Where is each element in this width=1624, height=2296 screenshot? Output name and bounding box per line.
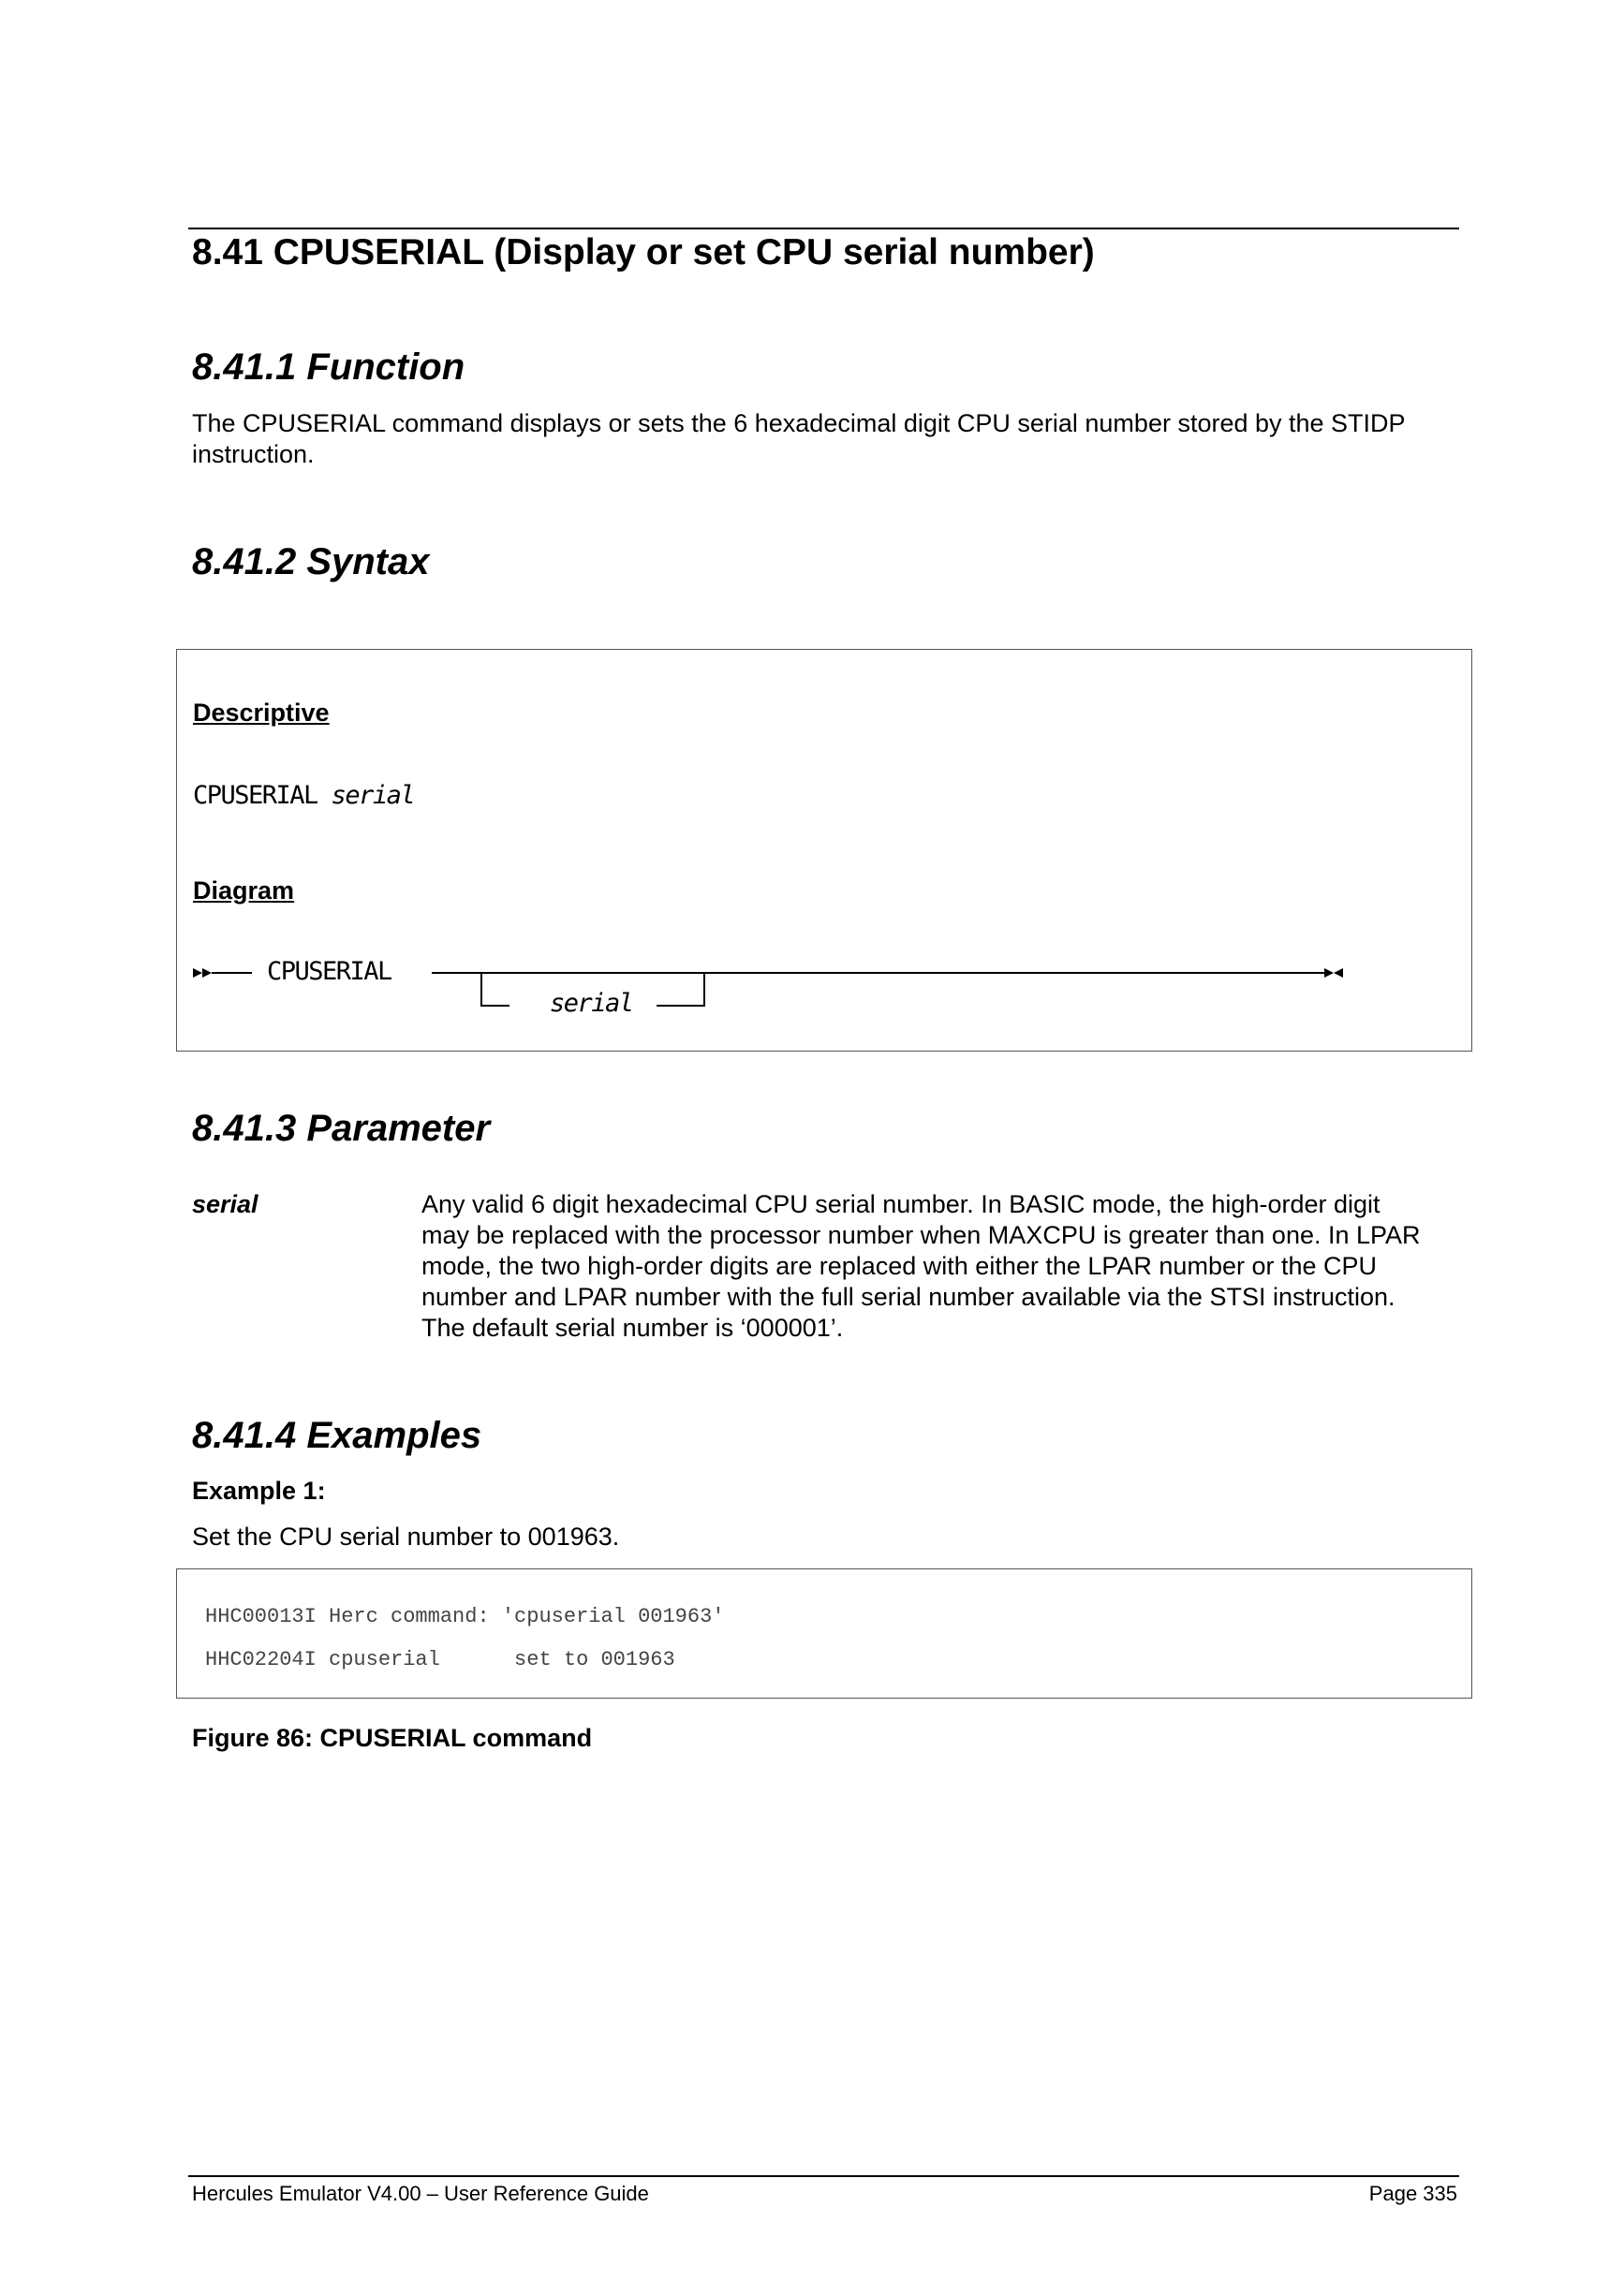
descriptive-syntax	[193, 781, 414, 810]
parameter-heading: 8.41.3 Parameter	[192, 1108, 491, 1149]
code-line: HHC02204I cpuserial set to 001963	[205, 1648, 675, 1671]
syntax-diagram	[177, 940, 1473, 1034]
diagram-label: Diagram	[193, 876, 295, 905]
footer-rule	[188, 2175, 1459, 2177]
example1-text: Set the CPU serial number to 001963.	[192, 1523, 620, 1551]
examples-heading: 8.41.4 Examples	[192, 1415, 482, 1456]
example1-label: Example 1:	[192, 1477, 326, 1505]
parameter-name: serial	[192, 1190, 258, 1218]
syntax-heading: 8.41.2 Syntax	[192, 541, 430, 582]
function-text: The CPUSERIAL command displays or sets the 6 hexadecimal digit CPU serial number stored by the STIDP instruction.	[192, 409, 1406, 468]
header-rule	[188, 228, 1459, 229]
footer-title: Hercules Emulator V4.00 – User Reference Guide	[192, 2182, 649, 2205]
syntax-command: CPUSERIAL	[193, 781, 317, 810]
diagram-start-arrow-2	[202, 968, 212, 978]
syntax-argument: serial	[331, 781, 415, 810]
descriptive-label: Descriptive	[193, 699, 330, 727]
diagram-optional-arg-wrap	[550, 989, 633, 1018]
parameter-description: Any valid 6 digit hexadecimal CPU serial number. In BASIC mode, the high-order digit may be replaced with the processor number when MAXCPU is greater than one. In LPAR mode, the two high-order digits are replaced with either the LPAR number or the CPU number and LPAR number with the full serial number available via the STSI instruction. The default serial number is ‘000001’.	[421, 1190, 1421, 1342]
diagram-end-arrow-2	[1334, 968, 1343, 978]
function-heading: 8.41.1 Function	[192, 346, 465, 388]
figure-caption: Figure 86: CPUSERIAL command	[192, 1724, 593, 1752]
diagram-start-arrow	[193, 968, 202, 978]
code-line: HHC00013I Herc command: 'cpuserial 001963'	[205, 1605, 725, 1628]
diagram-optional-branch-right	[657, 973, 704, 1006]
diagram-optional-branch-left	[481, 973, 509, 1006]
example-code-box	[176, 1568, 1472, 1699]
syntax-box	[176, 649, 1472, 1052]
page-number: Page 335	[1368, 2182, 1457, 2205]
diagram-optional-arg: serial	[550, 989, 633, 1018]
diagram-end-arrow	[1324, 968, 1334, 978]
section-title: 8.41 CPUSERIAL (Display or set CPU serial number)	[192, 232, 1095, 272]
diagram-command: CPUSERIAL	[267, 957, 391, 986]
